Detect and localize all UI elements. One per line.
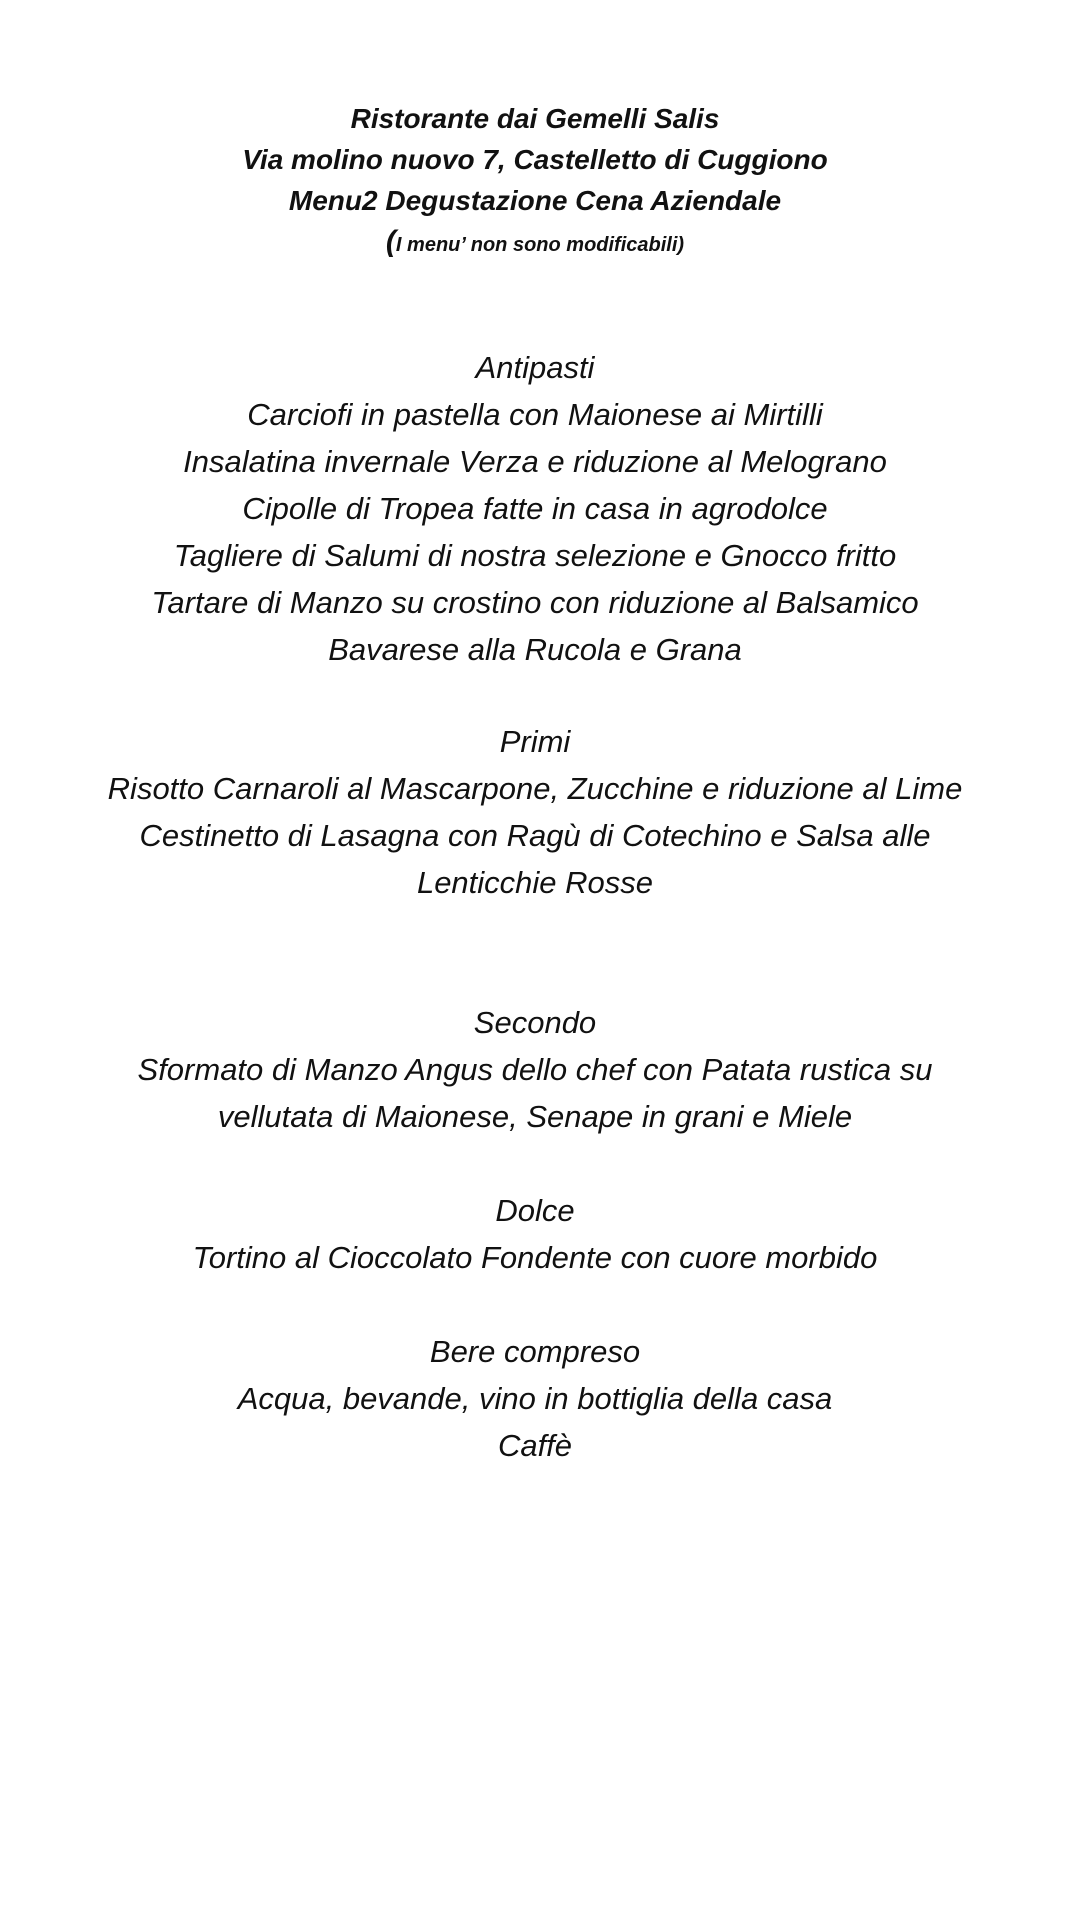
menu-note-text: I menu’ non sono modificabili) xyxy=(395,234,685,256)
menu-item: Sformato di Manzo Angus dello chef con Patata rustica su xyxy=(137,1052,933,1087)
section-secondo xyxy=(0,999,1070,1140)
menu-item: vellutata di Maionese, Senape in grani e Miele xyxy=(217,1099,853,1134)
section-title-secondo: Secondo xyxy=(473,1005,597,1040)
menu-item: Cipolle di Tropea fatte in casa in agrodolce xyxy=(242,491,828,526)
restaurant-address: Via molino nuovo 7, Castelletto di Cuggiono xyxy=(242,144,828,175)
section-title-primi: Primi xyxy=(499,724,571,759)
section-title-bere-compreso: Bere compreso xyxy=(429,1334,641,1369)
section-bere-compreso xyxy=(0,1328,1070,1469)
menu-note-open-paren: ( xyxy=(385,225,396,258)
menu-note xyxy=(0,221,1070,266)
menu-item: Risotto Carnaroli al Mascarpone, Zucchine e riduzione al Lime xyxy=(107,771,963,806)
section-antipasti xyxy=(0,344,1070,673)
section-primi xyxy=(0,718,1070,906)
restaurant-name: Ristorante dai Gemelli Salis xyxy=(350,103,720,134)
menu-header xyxy=(0,98,1070,266)
menu-item: Tortino al Cioccolato Fondente con cuore morbido xyxy=(192,1240,878,1275)
section-title-antipasti: Antipasti xyxy=(475,350,595,385)
menu-item: Carciofi in pastella con Maionese ai Mirtilli xyxy=(247,397,823,432)
menu-item: Insalatina invernale Verza e riduzione al Melograno xyxy=(183,444,887,479)
menu-item: Acqua, bevande, vino in bottiglia della casa xyxy=(237,1381,833,1416)
section-title-dolce: Dolce xyxy=(495,1193,575,1228)
menu-item: Tagliere di Salumi di nostra selezione e Gnocco fritto xyxy=(173,538,897,573)
menu-item: Lenticchie Rosse xyxy=(416,865,654,900)
menu-title: Menu2 Degustazione Cena Aziendale xyxy=(288,185,782,216)
menu-item: Cestinetto di Lasagna con Ragù di Cotechino e Salsa alle xyxy=(139,818,931,853)
section-dolce xyxy=(0,1187,1070,1281)
menu-item: Caffè xyxy=(497,1428,573,1463)
menu-item: Bavarese alla Rucola e Grana xyxy=(328,632,742,667)
menu-item: Tartare di Manzo su crostino con riduzione al Balsamico xyxy=(151,585,919,620)
